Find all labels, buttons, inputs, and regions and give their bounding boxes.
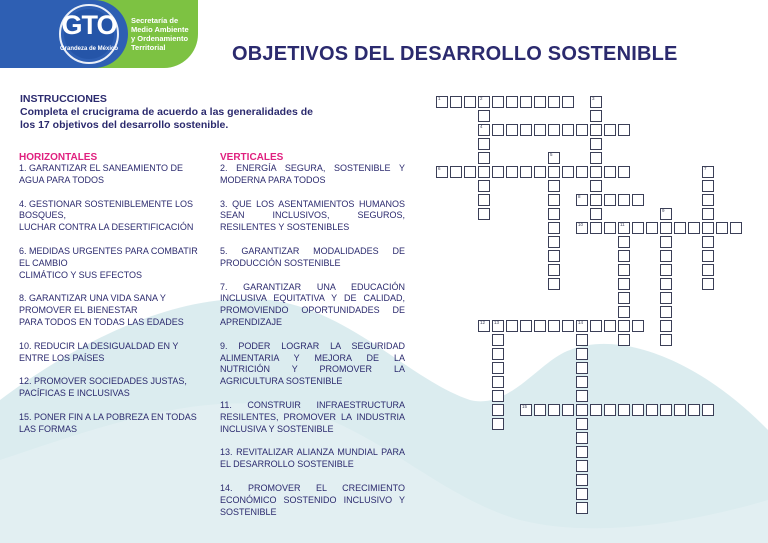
vertical-heading: VERTICALES (220, 152, 284, 163)
logo-subtitle: Grandeza de México (59, 46, 119, 52)
crossword-cell[interactable] (618, 124, 630, 136)
crossword-cell[interactable] (576, 418, 588, 430)
crossword-cell[interactable] (506, 96, 518, 108)
crossword-cell[interactable] (478, 180, 490, 192)
crossword-cell[interactable] (576, 502, 588, 514)
crossword-cell[interactable] (660, 320, 672, 332)
crossword-cell[interactable] (492, 404, 504, 416)
crossword-cell[interactable] (576, 376, 588, 388)
crossword-cell[interactable] (576, 404, 588, 416)
crossword-cell[interactable] (618, 222, 630, 234)
crossword-cell[interactable] (492, 334, 504, 346)
crossword-cell[interactable] (660, 292, 672, 304)
page-title: OBJETIVOS DEL DESARROLLO SOSTENIBLE (232, 43, 678, 65)
crossword-cell[interactable] (492, 418, 504, 430)
clue-9-down: 9. PODER LOGRAR LA SEGURIDAD ALIMENTARIA Y MEJORA DE LA NUTRICIÓN Y PROMOVER LA AGRICULTURA SOSTENIBLE (220, 340, 405, 387)
crossword-cell[interactable] (590, 152, 602, 164)
crossword-cell[interactable] (702, 166, 714, 178)
crossword-cell[interactable] (562, 124, 574, 136)
clue-4-across: 4. GESTIONAR SOSTENIBLEMENTE LOS BOSQUES, LUCHAR CONTRA LA DESERTIFICACIÓN (19, 198, 194, 233)
crossword-cell[interactable] (576, 362, 588, 374)
crossword-cell[interactable] (590, 110, 602, 122)
crossword-cell[interactable] (492, 96, 504, 108)
clue-13-down: 13. REVITALIZAR ALIANZA MUNDIAL PARA EL DESARROLLO SOSTENIBLE (220, 447, 405, 470)
crossword-cell[interactable] (478, 152, 490, 164)
crossword-cell[interactable] (618, 292, 630, 304)
instructions-text: Completa el crucigrama de acuerdo a las generalidades de los 17 objetivos del desarrollo sostenible. (20, 106, 313, 131)
clue-14-down: 14. PROMOVER EL CRECIMIENTO ECONÓMICO SOSTENIDO INCLUSIVO Y SOSTENIBLE (220, 482, 405, 517)
crossword-cell[interactable] (590, 404, 602, 416)
crossword-cell[interactable] (478, 96, 490, 108)
crossword-cell[interactable] (464, 166, 476, 178)
cell-number: 14 (578, 320, 584, 325)
crossword-cell[interactable] (702, 180, 714, 192)
crossword-cell[interactable] (548, 250, 560, 262)
crossword-cell[interactable] (534, 124, 546, 136)
crossword-cell[interactable] (590, 96, 602, 108)
crossword-cell[interactable] (618, 306, 630, 318)
crossword-cell[interactable] (562, 166, 574, 178)
crossword-cell[interactable] (576, 446, 588, 458)
clue-7-down: 7. GARANTIZAR UNA EDUCACIÓN INCLUSIVA EQUITATIVA Y DE CALIDAD, PROMOVIENDO OPORTUNIDADES DE APRENDIZAJE (220, 281, 405, 327)
crossword-cell[interactable] (534, 404, 546, 416)
cell-number: 15 (522, 404, 528, 409)
crossword-cell[interactable] (646, 404, 658, 416)
cell-number: 7 (704, 166, 707, 171)
cell-number: 11 (620, 222, 625, 227)
crossword-cell[interactable] (660, 278, 672, 290)
crossword-cell[interactable] (576, 488, 588, 500)
crossword-cell[interactable] (520, 404, 532, 416)
clue-8-across: 8. GARANTIZAR UNA VIDA SANA Y PROMOVER EL BIENESTAR PARA TODOS EN TODAS LAS EDADES (19, 293, 184, 327)
crossword-cell[interactable] (716, 222, 728, 234)
crossword-cell[interactable] (618, 250, 630, 262)
crossword-cell[interactable] (576, 348, 588, 360)
crossword-cell[interactable] (618, 264, 630, 276)
crossword-cell[interactable] (604, 320, 616, 332)
crossword-cell[interactable] (520, 166, 532, 178)
crossword-cell[interactable] (590, 208, 602, 220)
crossword-cell[interactable] (548, 404, 560, 416)
crossword-cell[interactable] (534, 320, 546, 332)
crossword-cell[interactable] (590, 166, 602, 178)
crossword-cell[interactable] (464, 96, 476, 108)
crossword-cell[interactable] (548, 264, 560, 276)
cell-number: 13 (494, 320, 500, 325)
crossword-cell[interactable] (520, 124, 532, 136)
cell-number: 6 (438, 166, 441, 171)
instructions-heading: INSTRUCCIONES (20, 93, 107, 105)
logo-main: GTO (61, 10, 117, 40)
cell-number: 1 (438, 96, 441, 101)
crossword-cell[interactable] (436, 96, 448, 108)
crossword-cell[interactable] (730, 222, 742, 234)
crossword-cell[interactable] (576, 432, 588, 444)
crossword-cell[interactable] (702, 222, 714, 234)
horizontal-heading: HORIZONTALES (19, 152, 98, 163)
crossword-cell[interactable] (660, 306, 672, 318)
crossword-cell[interactable] (590, 138, 602, 150)
crossword-cell[interactable] (590, 180, 602, 192)
crossword-cell[interactable] (618, 334, 630, 346)
crossword-cell[interactable] (646, 222, 658, 234)
clue-12-across: 12. PROMOVER SOCIEDADES JUSTAS, PACÍFICAS E INCLUSIVAS (19, 376, 187, 399)
crossword-cell[interactable] (548, 236, 560, 248)
crossword-cell[interactable] (674, 404, 686, 416)
crossword-cell[interactable] (632, 320, 644, 332)
crossword-cell[interactable] (674, 222, 686, 234)
crossword-cell[interactable] (562, 404, 574, 416)
crossword-cell[interactable] (478, 124, 490, 136)
crossword-cell[interactable] (562, 320, 574, 332)
crossword-cell[interactable] (618, 166, 630, 178)
crossword-cell[interactable] (562, 96, 574, 108)
crossword-cell[interactable] (618, 278, 630, 290)
crossword-cell[interactable] (604, 124, 616, 136)
clue-11-down: 11. CONSTRUIR INFRAESTRUCTURA RESILENTES, PROMOVER LA INDUSTRIA INCLUSIVA Y SOSTENIBLE (220, 399, 405, 434)
cell-number: 8 (578, 194, 581, 199)
crossword-cell[interactable] (702, 194, 714, 206)
crossword-cell[interactable] (548, 152, 560, 164)
clue-5-down: 5. GARANTIZAR MODALIDADES DE PRODUCCIÓN SOSTENIBLE (220, 245, 405, 268)
crossword-cell[interactable] (632, 404, 644, 416)
crossword-cell[interactable] (548, 278, 560, 290)
cell-number: 4 (480, 124, 483, 129)
crossword-cell[interactable] (506, 124, 518, 136)
crossword-cell[interactable] (492, 348, 504, 360)
crossword-cell[interactable] (576, 194, 588, 206)
crossword-cell[interactable] (576, 222, 588, 234)
crossword-cell[interactable] (702, 278, 714, 290)
crossword-cell[interactable] (618, 236, 630, 248)
crossword-cell[interactable] (660, 236, 672, 248)
crossword-cell[interactable] (436, 166, 448, 178)
cell-number: 10 (578, 222, 584, 227)
crossword-cell[interactable] (660, 250, 672, 262)
crossword-cell[interactable] (576, 460, 588, 472)
crossword-cell[interactable] (604, 404, 616, 416)
logo-organization: Secretaría de Medio Ambiente y Ordenamiento Territorial (131, 16, 189, 52)
crossword-cell[interactable] (492, 124, 504, 136)
cell-number: 12 (480, 320, 486, 325)
crossword-cell[interactable] (548, 180, 560, 192)
crossword-cell[interactable] (492, 390, 504, 402)
cell-number: 9 (662, 208, 665, 213)
crossword-cell[interactable] (492, 376, 504, 388)
crossword-cell[interactable] (548, 222, 560, 234)
crossword-cell[interactable] (688, 404, 700, 416)
crossword-cell[interactable] (520, 96, 532, 108)
clue-1-across: 1. GARANTIZAR EL SANEAMIENTO DE AGUA PARA TODOS (19, 163, 184, 185)
crossword-cell[interactable] (478, 138, 490, 150)
crossword-cell[interactable] (492, 166, 504, 178)
clue-6-across: 6. MEDIDAS URGENTES PARA COMBATIR EL CAMBIO CLIMÁTICO Y SUS EFECTOS (19, 245, 198, 280)
crossword-cell[interactable] (576, 124, 588, 136)
crossword-cell[interactable] (660, 208, 672, 220)
crossword-cell[interactable] (702, 236, 714, 248)
crossword-cell[interactable] (660, 334, 672, 346)
crossword-cell[interactable] (450, 96, 462, 108)
crossword-cell[interactable] (604, 194, 616, 206)
crossword-cell[interactable] (604, 222, 616, 234)
crossword-cell[interactable] (478, 320, 490, 332)
crossword-cell[interactable] (702, 208, 714, 220)
crossword-cell[interactable] (534, 96, 546, 108)
crossword-cell[interactable] (590, 194, 602, 206)
crossword-cell[interactable] (548, 96, 560, 108)
crossword-cell[interactable] (548, 320, 560, 332)
crossword-cell[interactable] (576, 390, 588, 402)
crossword-cell[interactable] (576, 334, 588, 346)
crossword-cell[interactable] (548, 208, 560, 220)
clue-10-across: 10. REDUCIR LA DESIGUALDAD EN Y ENTRE LOS PAÍSES (19, 340, 179, 363)
crossword-cell[interactable] (590, 320, 602, 332)
crossword-cell[interactable] (660, 404, 672, 416)
crossword-cell[interactable] (492, 362, 504, 374)
crossword-cell[interactable] (576, 474, 588, 486)
crossword-cell[interactable] (632, 222, 644, 234)
cell-number: 2 (480, 96, 483, 101)
crossword-cell[interactable] (478, 110, 490, 122)
crossword-cell[interactable] (702, 264, 714, 276)
crossword-cell[interactable] (632, 194, 644, 206)
crossword-cell[interactable] (506, 166, 518, 178)
crossword-cell[interactable] (478, 208, 490, 220)
crossword-cell[interactable] (548, 194, 560, 206)
crossword-cell[interactable] (478, 194, 490, 206)
crossword-cell[interactable] (478, 166, 490, 178)
crossword-cell[interactable] (548, 124, 560, 136)
crossword-cell[interactable] (492, 320, 504, 332)
crossword-cell[interactable] (590, 124, 602, 136)
crossword-cell[interactable] (576, 166, 588, 178)
crossword-cell[interactable] (618, 320, 630, 332)
crossword-cell[interactable] (590, 222, 602, 234)
cell-number: 5 (550, 152, 553, 157)
crossword-cell[interactable] (604, 166, 616, 178)
clue-15-across: 15. PONER FIN A LA POBREZA EN TODAS LAS FORMAS (19, 411, 197, 434)
clue-2-down: 2. ENERGÍA SEGURA, SOSTENIBLE Y MODERNA PARA TODOS (220, 163, 405, 185)
crossword-cell[interactable] (534, 166, 546, 178)
crossword-cell[interactable] (618, 404, 630, 416)
crossword-cell[interactable] (450, 166, 462, 178)
crossword-cell[interactable] (702, 404, 714, 416)
crossword-cell[interactable] (618, 194, 630, 206)
cell-number: 3 (592, 96, 595, 101)
crossword-cell[interactable] (660, 264, 672, 276)
crossword-cell[interactable] (576, 320, 588, 332)
crossword-cell[interactable] (702, 250, 714, 262)
crossword-cell[interactable] (520, 320, 532, 332)
crossword-cell[interactable] (660, 222, 672, 234)
crossword-cell[interactable] (506, 320, 518, 332)
clue-3-down: 3. QUE LOS ASENTAMIENTOS HUMANOS SEAN INCLUSIVOS, SEGUROS, RESILENTES Y SOSTENIBLES (220, 198, 405, 233)
crossword-cell[interactable] (548, 166, 560, 178)
crossword-cell[interactable] (688, 222, 700, 234)
